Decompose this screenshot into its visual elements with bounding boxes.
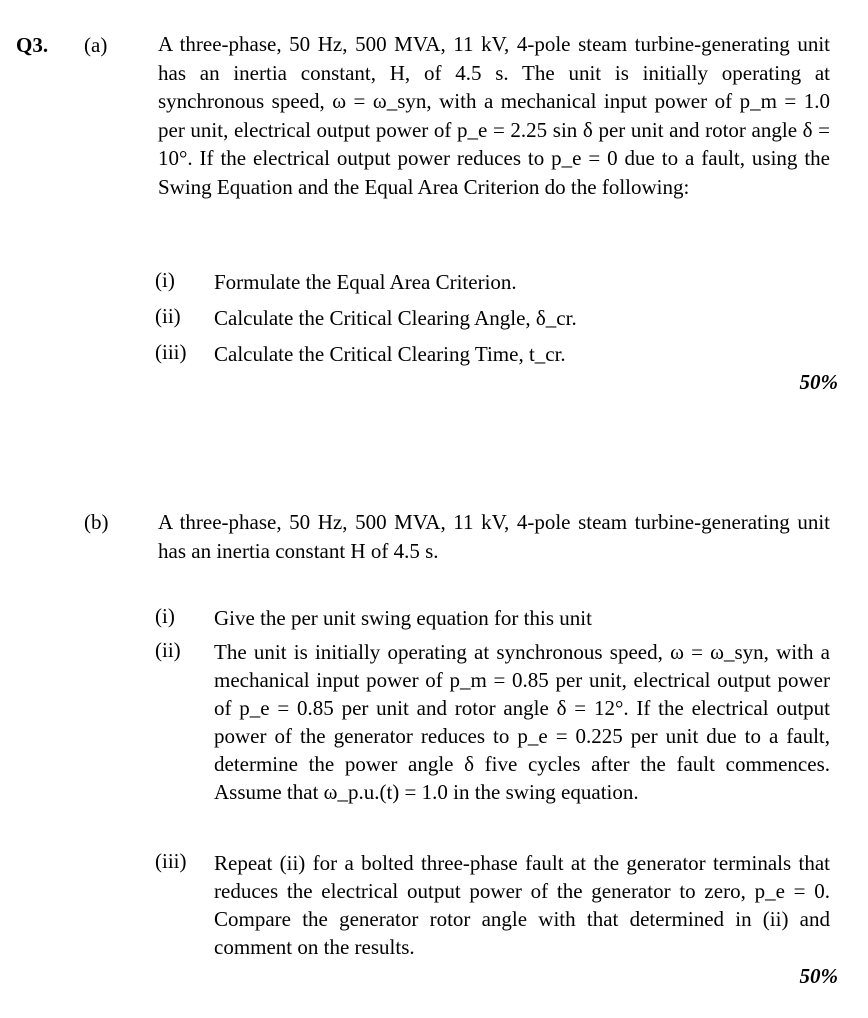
part-b-item-3-text: Repeat (ii) for a bolted three-phase fault at the generator terminals that reduces the electrical output power of the generator to zero, p_e = 0. Compare the generator rotor angle with that determined in (ii) and comment on the results.: [214, 851, 830, 959]
part-b-intro: A three-phase, 50 Hz, 500 MVA, 11 kV, 4-pole steam turbine-generating unit has an inertia constant H of 4.5 s.: [158, 510, 830, 563]
part-b-label: (b): [84, 510, 109, 534]
part-a-item-2-text: Calculate the Critical Clearing Angle, δ_cr.: [214, 306, 577, 330]
part-a-marks: 50%: [799, 370, 838, 394]
part-a-label: (a): [84, 33, 108, 57]
part-b-item-1-number: (i): [155, 604, 175, 628]
question-number: Q3.: [16, 33, 49, 57]
part-a-item-3-text: Calculate the Critical Clearing Time, t_cr.: [214, 342, 566, 366]
part-a-item-2-number: (ii): [155, 304, 181, 328]
part-a-item-1-number: (i): [155, 268, 175, 292]
part-a-item-3-number: (iii): [155, 340, 187, 364]
part-a-intro: A three-phase, 50 Hz, 500 MVA, 11 kV, 4-pole steam turbine-generating unit has an inertia constant, H, of 4.5 s. The unit is initially operating at synchronous speed, ω = ω_syn, with a mechanical input power of p_m = 1.0 per unit, electrical output power of p_e = 2.25 sin δ per unit and rotor angle δ = 10°. If the electrical output power reduces to p_e = 0 due to a fault, using the Swing Equation and the Equal Area Criterion do the following:: [158, 32, 830, 199]
part-a-item-1-text: Formulate the Equal Area Criterion.: [214, 270, 517, 294]
part-b-item-1-text: Give the per unit swing equation for this unit: [214, 606, 592, 630]
part-b-marks: 50%: [799, 964, 838, 988]
part-b-item-2-number: (ii): [155, 638, 181, 662]
part-b-item-2-text: The unit is initially operating at synchronous speed, ω = ω_syn, with a mechanical input power of p_m = 0.85 per unit, electrical output power of p_e = 0.85 per unit and rotor angle δ = 12°. If the electrical output power of the generator reduces to p_e = 0.225 per unit due to a fault, determine the power angle δ five cycles after the fault commences. Assume that ω_p.u.(t) = 1.0 in the swing equation.: [214, 640, 830, 804]
part-b-item-3-number: (iii): [155, 849, 187, 873]
